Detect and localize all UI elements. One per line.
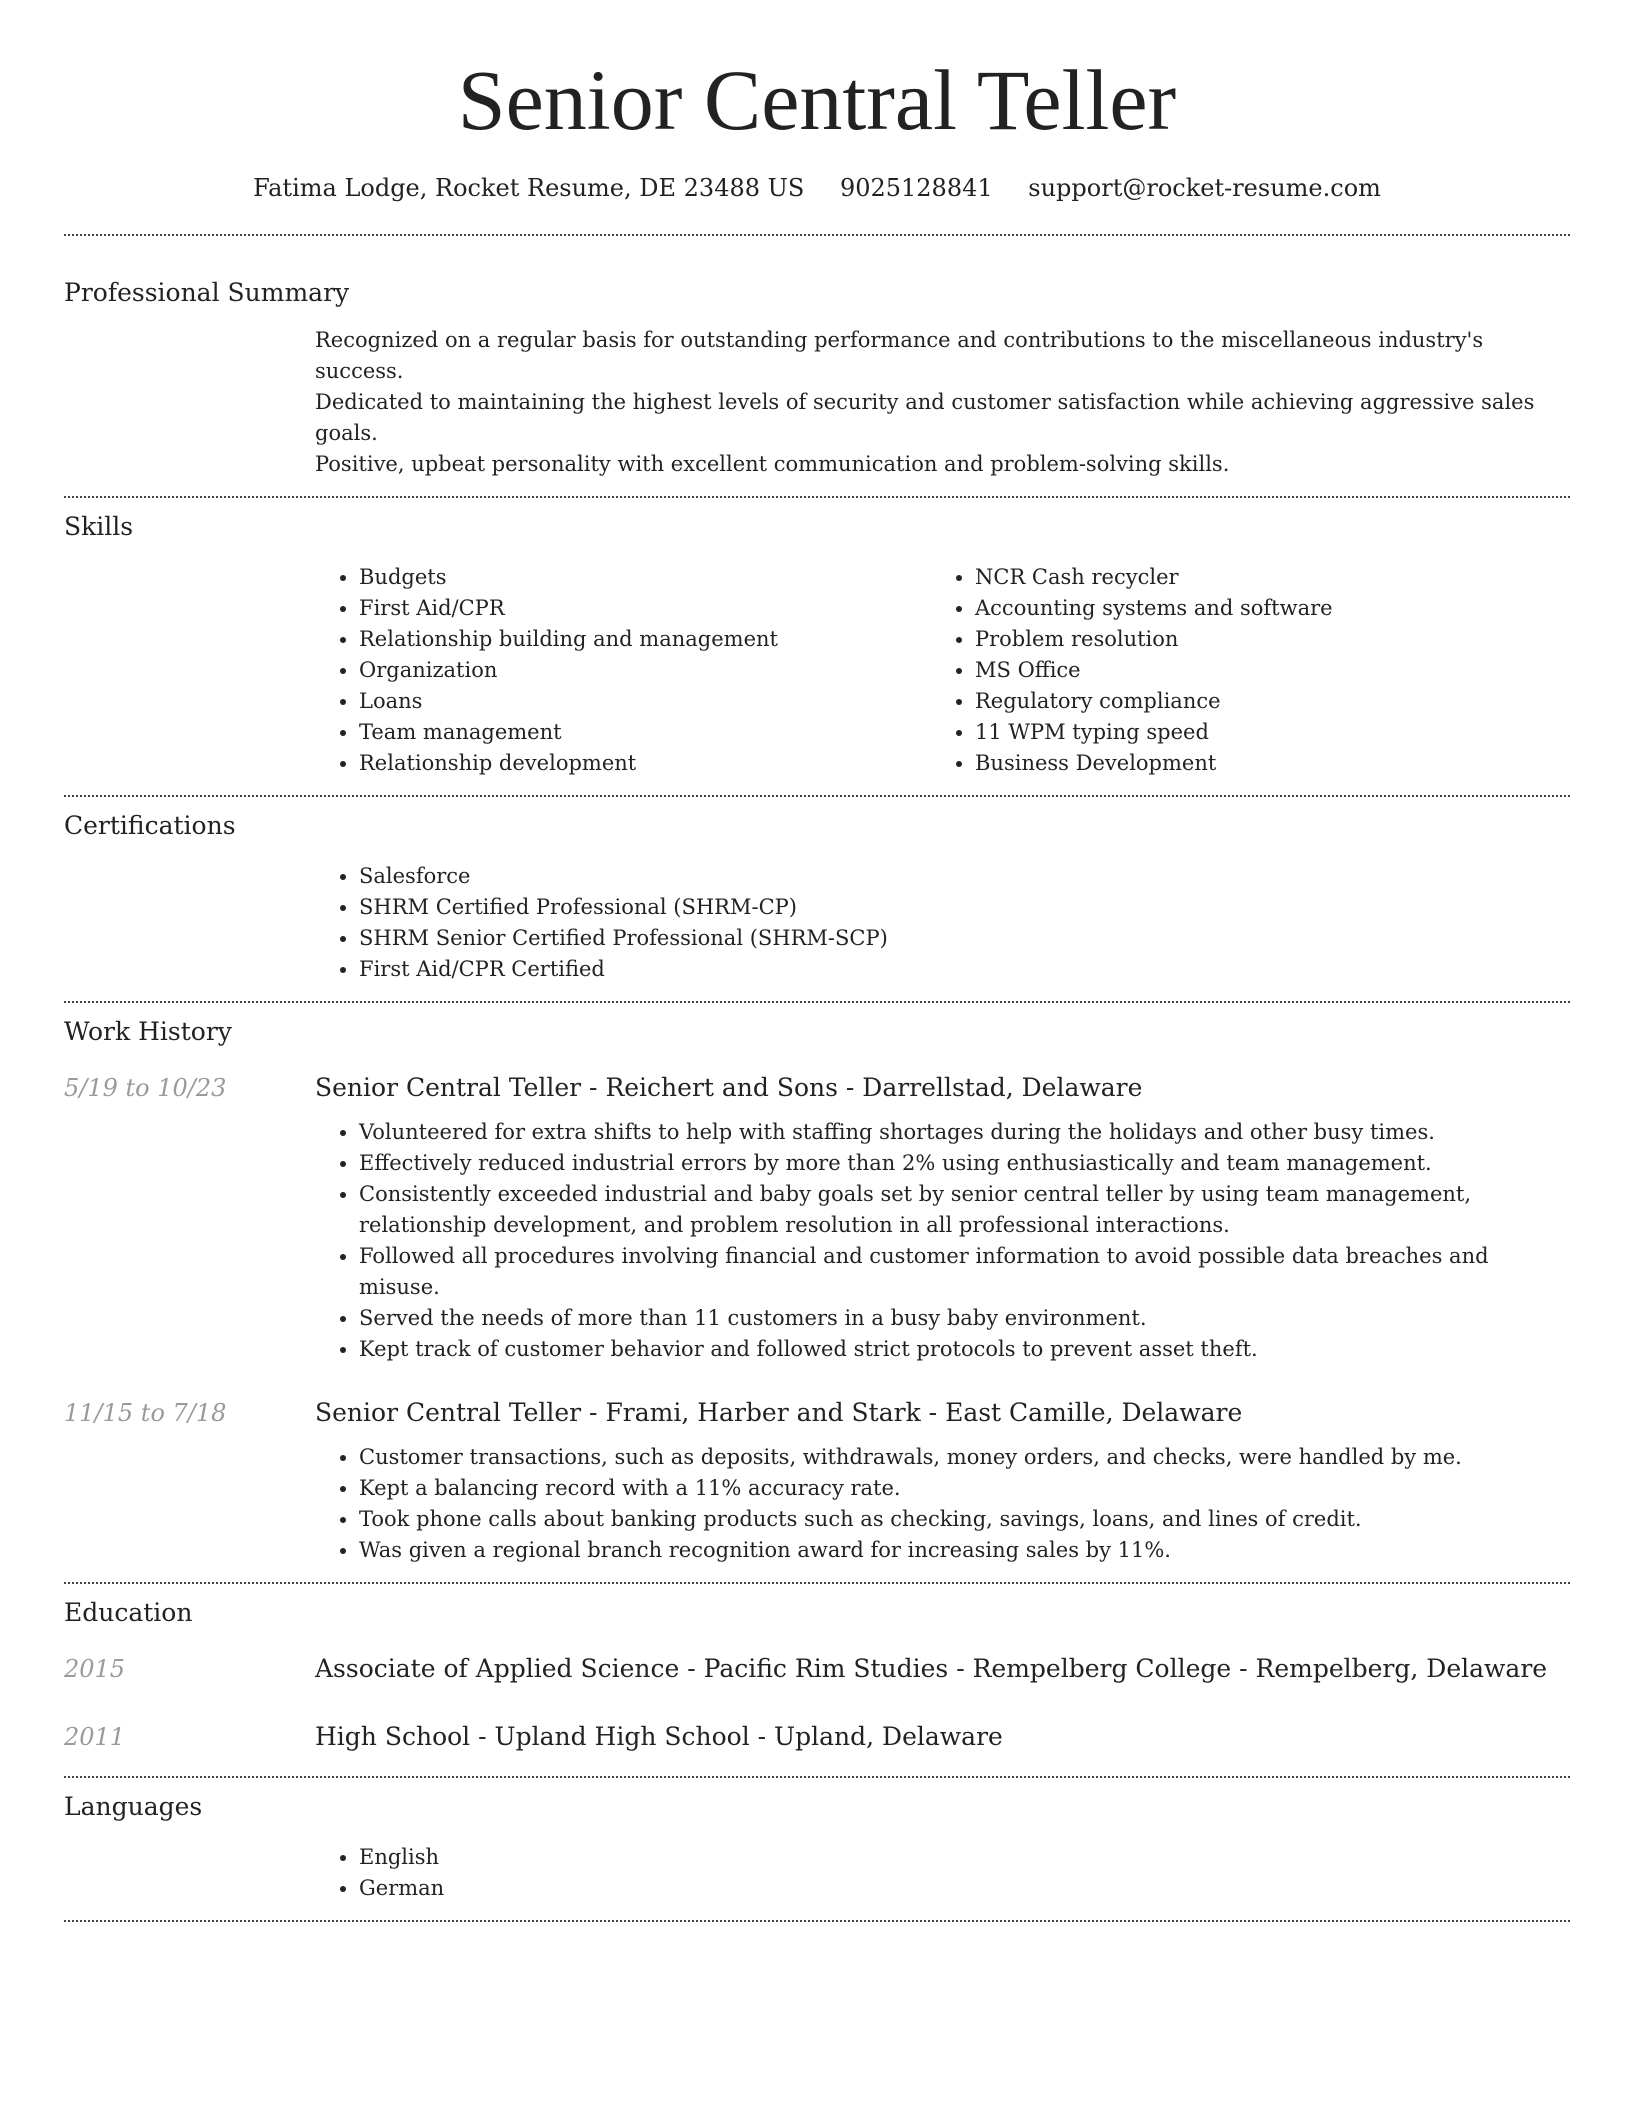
job-bullets [315, 1117, 1570, 1365]
job-heading: Senior Central Teller - Frami, Harber and Stark - East Camille, Delaware [315, 1398, 1243, 1427]
job-bullet: • Customer transactions, such as deposits, withdrawals, money orders, and checks, were handled by me. [359, 1442, 1570, 1473]
summary-line: Recognized on a regular basis for outstanding performance and contributions to the miscellaneous industry's success. [315, 328, 1484, 383]
language-item: • German [359, 1873, 1570, 1904]
summary-heading: Professional Summary [64, 278, 350, 307]
certifications-section [64, 809, 1570, 985]
job-bullet: • Kept track of customer behavior and followed strict protocols to prevent asset theft. [359, 1334, 1570, 1365]
contact-line [64, 172, 1570, 204]
languages-list [315, 1842, 1570, 1904]
education-section [64, 1596, 1570, 1754]
skill-item: • Team management [359, 717, 931, 748]
skill-item: • First Aid/CPR [359, 593, 931, 624]
job-date: 11/15 to 7/18 [64, 1399, 227, 1427]
job-bullet: • Followed all procedures involving financial and customer information to avoid possible data breaches and misuse. [359, 1241, 1570, 1303]
skill-item: • Relationship building and management [359, 624, 931, 655]
resume-page [64, 0, 1570, 1922]
skill-item: • Regulatory compliance [975, 686, 1547, 717]
job-bullet: • Volunteered for extra shifts to help with staffing shortages during the holidays and other busy times. [359, 1117, 1570, 1148]
skill-item: • Loans [359, 686, 931, 717]
job-bullet: • Was given a regional branch recognition award for increasing sales by 11%. [359, 1535, 1570, 1566]
skill-item: • Problem resolution [975, 624, 1547, 655]
language-item: • English [359, 1842, 1570, 1873]
summary-text [315, 325, 1570, 480]
skill-item: • MS Office [975, 655, 1547, 686]
skills-column-left [315, 562, 931, 779]
education-heading-text: High School - Upland High School - Upland, Delaware [315, 1722, 1003, 1751]
certification-item: • Salesforce [359, 861, 1570, 892]
job-bullet: • Served the needs of more than 11 customers in a busy baby environment. [359, 1303, 1570, 1334]
job-bullets [315, 1442, 1570, 1566]
skill-item: • Budgets [359, 562, 931, 593]
section-divider [64, 234, 1570, 236]
education-entry [64, 1652, 1570, 1686]
skill-item: • Business Development [975, 748, 1547, 779]
skills-column-right [931, 562, 1547, 779]
job-bullet: • Consistently exceeded industrial and baby goals set by senior central teller by using team management, relationship development, and problem resolution in all professional interactions. [359, 1179, 1570, 1241]
skills-heading: Skills [64, 512, 134, 541]
section-divider [64, 1582, 1570, 1584]
certifications-list [315, 861, 1570, 985]
summary-line: Positive, upbeat personality with excellent communication and problem-solving skills. [315, 452, 1230, 476]
skill-item: • Organization [359, 655, 931, 686]
skill-item: • NCR Cash recycler [975, 562, 1547, 593]
resume-title: Senior Central Teller [457, 52, 1177, 148]
education-heading: Education [64, 1598, 193, 1627]
job-entry [64, 1396, 1570, 1566]
job-entry [64, 1071, 1570, 1365]
contact-phone: 9025128841 [839, 174, 993, 202]
certifications-heading: Certifications [64, 811, 236, 840]
skills-list [315, 562, 1570, 779]
job-date: 5/19 to 10/23 [64, 1074, 227, 1102]
job-bullet: • Effectively reduced industrial errors by more than 2% using enthusiastically and team management. [359, 1148, 1570, 1179]
certification-item: • First Aid/CPR Certified [359, 954, 1570, 985]
certification-item: • SHRM Senior Certified Professional (SHRM-SCP) [359, 923, 1570, 954]
work-heading: Work History [64, 1017, 232, 1046]
section-divider [64, 795, 1570, 797]
section-divider [64, 1001, 1570, 1003]
section-divider [64, 1920, 1570, 1922]
work-section [64, 1015, 1570, 1566]
skill-item: • Accounting systems and software [975, 593, 1547, 624]
certification-item: • SHRM Certified Professional (SHRM-CP) [359, 892, 1570, 923]
languages-section [64, 1790, 1570, 1904]
contact-address: Fatima Lodge, Rocket Resume, DE 23488 US [253, 174, 805, 202]
contact-email: support@rocket-resume.com [1028, 174, 1381, 202]
job-heading: Senior Central Teller - Reichert and Sons - Darrellstad, Delaware [315, 1073, 1143, 1102]
skill-item: • Relationship development [359, 748, 931, 779]
section-divider [64, 1776, 1570, 1778]
skills-section [64, 510, 1570, 779]
languages-heading: Languages [64, 1792, 203, 1821]
skill-item: • 11 WPM typing speed [975, 717, 1547, 748]
summary-line: Dedicated to maintaining the highest levels of security and customer satisfaction while achieving aggressive sales goals. [315, 390, 1535, 445]
education-date: 2011 [64, 1723, 126, 1751]
job-bullet: • Kept a balancing record with a 11% accuracy rate. [359, 1473, 1570, 1504]
job-bullet: • Took phone calls about banking products such as checking, savings, loans, and lines of credit. [359, 1504, 1570, 1535]
education-entry [64, 1720, 1570, 1754]
education-heading-text: Associate of Applied Science - Pacific Rim Studies - Rempelberg College - Rempelberg, Delaware [315, 1654, 1548, 1683]
summary-section [64, 276, 1570, 480]
section-divider [64, 496, 1570, 498]
education-date: 2015 [64, 1655, 126, 1683]
